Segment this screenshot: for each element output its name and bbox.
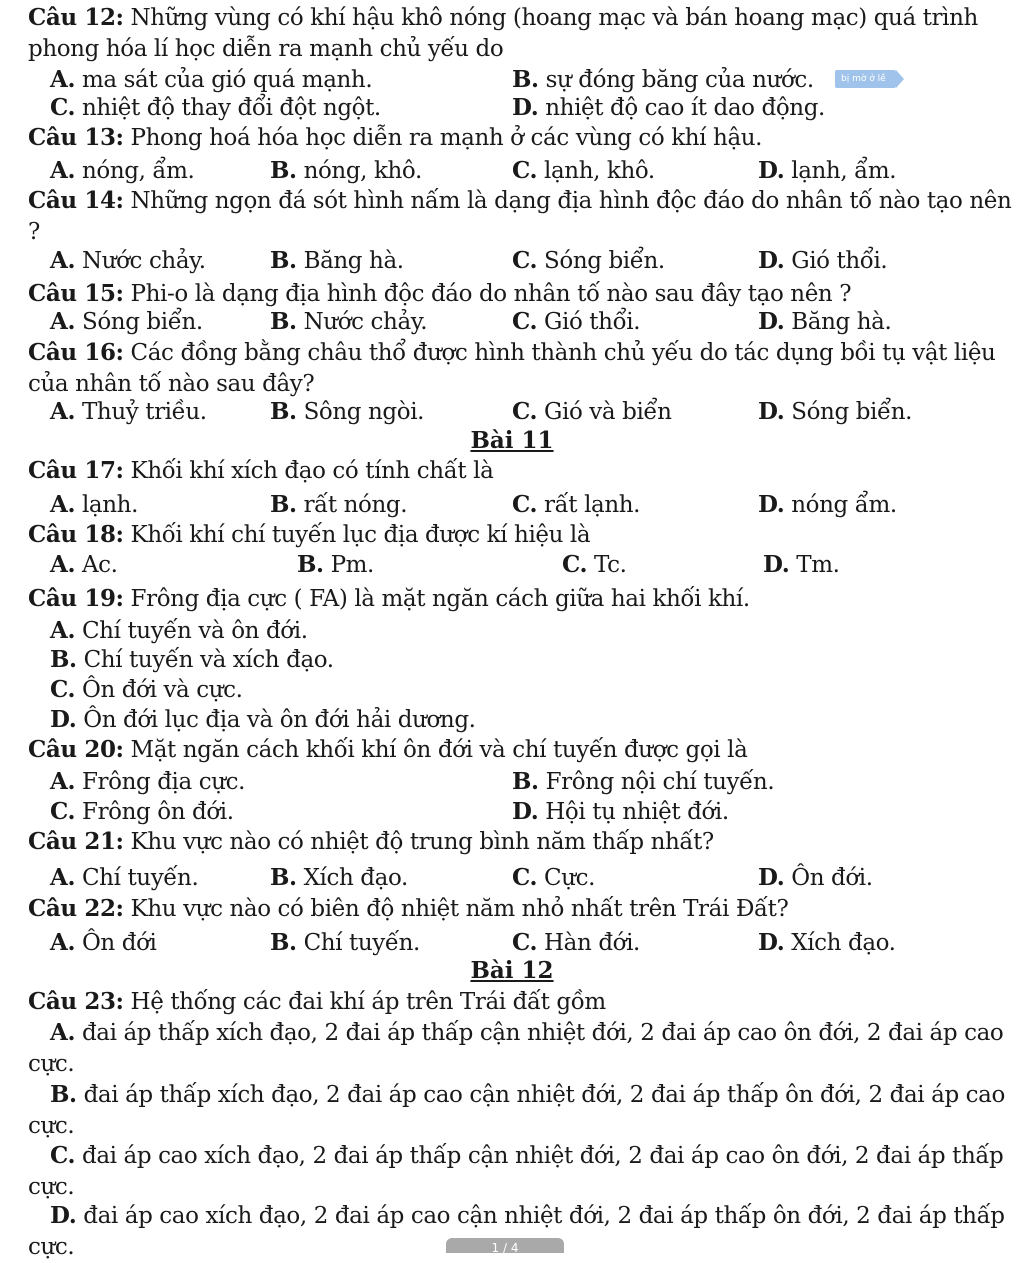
q19-option-c: C. Ôn đới và cực.	[50, 676, 243, 703]
question-text: Phi-o là dạng địa hình độc đáo do nhân tố nào sau đây tạo nên ?	[123, 281, 852, 307]
q17-option-d: D. nóng ẩm.	[758, 491, 897, 518]
q15-option-b: B. Nước chảy.	[270, 308, 428, 335]
q19-option-a: A. Chí tuyến và ôn đới.	[50, 617, 308, 644]
q14-option-a: A. Nước chảy.	[50, 247, 206, 274]
question-number: Câu 16:	[28, 339, 124, 366]
q12-option-c: C. nhiệt độ thay đổi đột ngột.	[50, 94, 381, 121]
question-13	[28, 122, 1013, 154]
question-number: Câu 12:	[28, 4, 124, 31]
q22-option-d: D. Xích đạo.	[758, 929, 896, 956]
q13-option-b: B. nóng, khô.	[270, 157, 422, 184]
q17-option-a: A. lạnh.	[50, 491, 138, 518]
q22-option-a: A. Ôn đới	[50, 929, 157, 956]
q15-option-a: A. Sóng biển.	[50, 308, 203, 335]
q12-option-b: B. sự đóng băng của nước.	[512, 66, 814, 93]
question-text: Phong hoá hóa học diễn ra mạnh ở các vùng có khí hậu.	[123, 125, 763, 151]
question-text: Mặt ngăn cách khối khí ôn đới và chí tuyến được gọi là	[123, 737, 748, 763]
q14-option-c: C. Sóng biển.	[512, 247, 665, 274]
q15-option-c: C. Gió thổi.	[512, 308, 641, 335]
q16-option-a: A. Thuỷ triều.	[50, 398, 207, 425]
question-text: Các đồng bằng châu thổ được hình thành chủ yếu do tác dụng bồi tụ vật liệu của nhân tố nào sau đây?	[28, 340, 996, 397]
question-16	[28, 337, 1013, 400]
section-heading-bai-11: Bài 11	[470, 427, 554, 454]
q18-option-d: D. Tm.	[763, 551, 840, 578]
question-23	[28, 986, 1013, 1018]
question-number: Câu 21:	[28, 828, 124, 855]
q12-option-a: A. ma sát của gió quá mạnh.	[50, 66, 373, 93]
q18-option-a: A. Ac.	[50, 551, 118, 578]
question-number: Câu 20:	[28, 736, 124, 763]
q21-option-d: D. Ôn đới.	[758, 864, 873, 891]
q20-option-d: D. Hội tụ nhiệt đới.	[512, 798, 729, 825]
q13-option-c: C. lạnh, khô.	[512, 157, 655, 184]
q19-option-d: D. Ôn đới lục địa và ôn đới hải dương.	[50, 706, 476, 733]
q21-option-a: A. Chí tuyến.	[50, 864, 199, 891]
q22-option-b: B. Chí tuyến.	[270, 929, 420, 956]
q23-option-d: D. đai áp cao xích đạo, 2 đai áp cao cận nhiệt đới, 2 đai áp thấp ôn đới, 2 đai áp thấp cực.	[28, 1202, 1005, 1260]
q22-option-c: C. Hàn đới.	[512, 929, 640, 956]
question-text: Khu vực nào có nhiệt độ trung bình năm thấp nhất?	[123, 829, 714, 855]
q23-option-a: A. đai áp thấp xích đạo, 2 đai áp thấp cận nhiệt đới, 2 đai áp cao ôn đới, 2 đai áp cao cực.	[28, 1019, 1004, 1077]
q14-option-d: D. Gió thổi.	[758, 247, 888, 274]
q20-option-c: C. Frông ôn đới.	[50, 798, 234, 825]
question-text: Khối khí chí tuyến lục địa được kí hiệu là	[123, 522, 591, 548]
question-12	[28, 2, 1013, 65]
q21-option-b: B. Xích đạo.	[270, 864, 408, 891]
question-number: Câu 14:	[28, 187, 124, 214]
question-text: Khối khí xích đạo có tính chất là	[123, 458, 494, 484]
q20-option-b: B. Frông nội chí tuyến.	[512, 768, 775, 795]
q16-option-d: D. Sóng biển.	[758, 398, 913, 425]
question-text: Frông địa cực ( FA) là mặt ngăn cách giữa hai khối khí.	[123, 586, 750, 612]
annotation-tag: bị mờ ở lề	[835, 70, 896, 88]
question-number: Câu 19:	[28, 585, 124, 612]
q23-option-c: C. đai áp cao xích đạo, 2 đai áp thấp cận nhiệt đới, 2 đai áp cao ôn đới, 2 đai áp thấp cực.	[28, 1142, 1004, 1200]
question-number: Câu 23:	[28, 988, 124, 1015]
q23-option-b: B. đai áp thấp xích đạo, 2 đai áp cao cận nhiệt đới, 2 đai áp thấp ôn đới, 2 đai áp cao cực.	[28, 1081, 1005, 1139]
q19-option-b: B. Chí tuyến và xích đạo.	[50, 646, 334, 673]
question-text: Những ngọn đá sót hình nấm là dạng địa hình độc đáo do nhân tố nào tạo nên ?	[28, 188, 1012, 245]
q14-option-b: B. Băng hà.	[270, 247, 404, 274]
question-number: Câu 17:	[28, 457, 124, 484]
question-18	[28, 519, 1013, 551]
q20-option-a: A. Frông địa cực.	[50, 768, 246, 795]
section-heading-bai-12: Bài 12	[470, 957, 554, 984]
question-14	[28, 185, 1013, 248]
question-text: Những vùng có khí hậu khô nóng (hoang mạc và bán hoang mạc) quá trình phong hóa lí học diễn ra mạnh chủ yếu do	[28, 5, 978, 62]
q12-option-d: D. nhiệt độ cao ít dao động.	[512, 94, 825, 121]
page-indicator: 1 / 4	[446, 1238, 564, 1253]
question-17	[28, 455, 1013, 487]
question-number: Câu 22:	[28, 895, 124, 922]
question-22	[28, 893, 1013, 925]
question-number: Câu 15:	[28, 280, 124, 307]
q16-option-b: B. Sông ngòi.	[270, 398, 425, 425]
q18-option-b: B. Pm.	[297, 551, 374, 578]
q21-option-c: C. Cực.	[512, 864, 596, 891]
question-number: Câu 13:	[28, 124, 124, 151]
q13-option-a: A. nóng, ẩm.	[50, 157, 195, 184]
q17-option-b: B. rất nóng.	[270, 491, 408, 518]
question-19	[28, 583, 1013, 615]
question-20	[28, 734, 1013, 766]
question-number: Câu 18:	[28, 521, 124, 548]
question-21	[28, 826, 1013, 858]
q15-option-d: D. Băng hà.	[758, 308, 892, 335]
q18-option-c: C. Tc.	[562, 551, 627, 578]
q13-option-d: D. lạnh, ẩm.	[758, 157, 897, 184]
question-text: Hệ thống các đai khí áp trên Trái đất gồm	[123, 989, 606, 1015]
q16-option-c: C. Gió và biển	[512, 398, 672, 425]
q17-option-c: C. rất lạnh.	[512, 491, 641, 518]
question-text: Khu vực nào có biên độ nhiệt năm nhỏ nhất trên Trái Đất?	[123, 896, 789, 922]
